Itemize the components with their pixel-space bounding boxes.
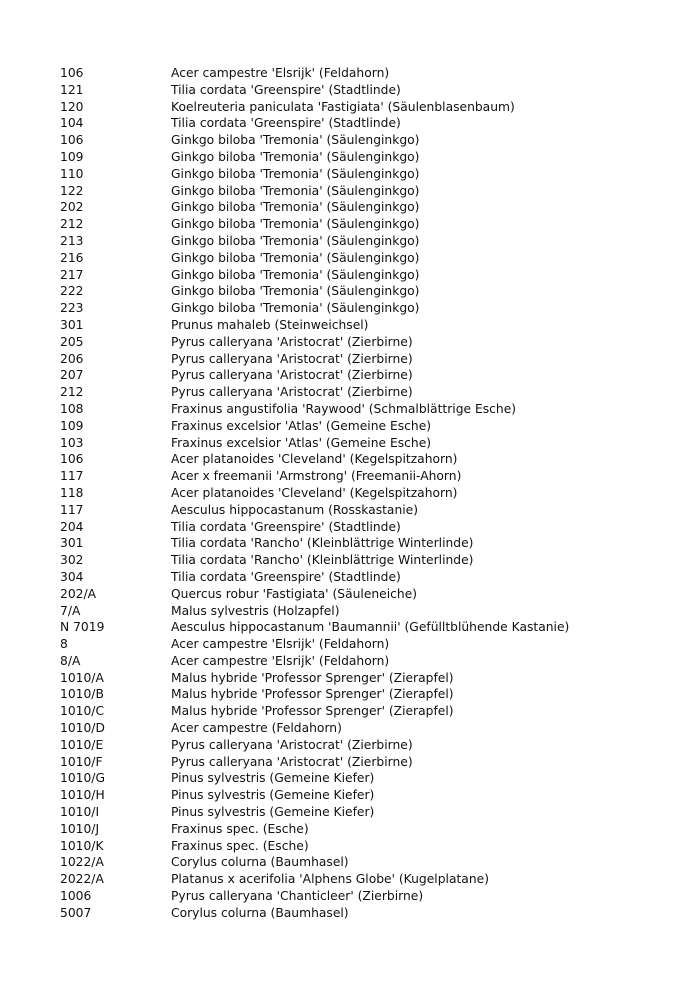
- list-item: [60, 132, 680, 149]
- list-item: [60, 199, 680, 216]
- tree-species: Pyrus calleryana 'Aristocrat' (Zierbirne): [171, 351, 413, 366]
- tree-species: Malus hybride 'Professor Sprenger' (Zierapfel): [171, 704, 454, 719]
- tree-species: Ginkgo biloba 'Tremonia' (Säulenginkgo): [171, 233, 420, 248]
- list-item: [60, 686, 680, 703]
- tree-number: 106: [60, 452, 84, 467]
- tree-number: 118: [60, 485, 84, 500]
- tree-number: 1010/K: [60, 838, 104, 853]
- list-item: [60, 502, 680, 519]
- tree-number: 110: [60, 166, 84, 181]
- tree-list: [60, 65, 680, 922]
- list-item: [60, 233, 680, 250]
- tree-number: 304: [60, 569, 84, 584]
- tree-number: 301: [60, 317, 84, 332]
- list-item: [60, 653, 680, 670]
- list-item: [60, 569, 680, 586]
- list-item: [60, 737, 680, 754]
- tree-number: 223: [60, 301, 84, 316]
- tree-number: 202: [60, 200, 84, 215]
- tree-number: 121: [60, 82, 84, 97]
- tree-number: 1022/A: [60, 855, 104, 870]
- tree-number: 207: [60, 368, 84, 383]
- list-item: [60, 535, 680, 552]
- list-item: [60, 603, 680, 620]
- list-item: [60, 149, 680, 166]
- tree-number: 106: [60, 66, 84, 80]
- tree-number: 217: [60, 267, 84, 282]
- list-item: [60, 99, 680, 116]
- tree-number: 8: [60, 637, 68, 652]
- list-item: [60, 552, 680, 569]
- tree-species: Platanus x acerifolia 'Alphens Globe' (Kugelplatane): [171, 872, 489, 887]
- tree-number: 212: [60, 385, 84, 400]
- tree-number: 117: [60, 502, 84, 517]
- tree-number: 1010/F: [60, 754, 103, 769]
- tree-species: Acer platanoides 'Cleveland' (Kegelspitzahorn): [171, 452, 458, 467]
- tree-number: 120: [60, 99, 84, 114]
- tree-number: 2022/A: [60, 872, 104, 887]
- list-item: [60, 468, 680, 485]
- tree-species: Acer platanoides 'Cleveland' (Kegelspitzahorn): [171, 485, 458, 500]
- list-item: [60, 619, 680, 636]
- tree-species: Ginkgo biloba 'Tremonia' (Säulenginkgo): [171, 217, 420, 232]
- list-item: [60, 770, 680, 787]
- tree-species: Pyrus calleryana 'Aristocrat' (Zierbirne): [171, 368, 413, 383]
- list-item: [60, 351, 680, 368]
- tree-number: 1010/C: [60, 704, 105, 719]
- list-item: [60, 888, 680, 905]
- tree-species: Corylus colurna (Baumhasel): [171, 905, 349, 920]
- tree-species: Aesculus hippocastanum 'Baumannii' (Gefülltblühende Kastanie): [171, 620, 570, 635]
- list-item: [60, 871, 680, 888]
- list-item: [60, 905, 680, 922]
- tree-number: N 7019: [60, 620, 105, 635]
- tree-species: Fraxinus excelsior 'Atlas' (Gemeine Esche): [171, 435, 432, 450]
- tree-species: Tilia cordata 'Rancho' (Kleinblättrige Winterlinde): [171, 553, 474, 568]
- tree-species: Fraxinus spec. (Esche): [171, 838, 309, 853]
- list-item: [60, 418, 680, 435]
- tree-number: 1010/E: [60, 737, 104, 752]
- tree-species: Quercus robur 'Fastigiata' (Säuleneiche): [171, 586, 418, 601]
- tree-number: 1006: [60, 889, 92, 904]
- list-item: [60, 183, 680, 200]
- tree-number: 206: [60, 351, 84, 366]
- tree-species: Prunus mahaleb (Steinweichsel): [171, 317, 369, 332]
- tree-number: 103: [60, 435, 84, 450]
- tree-species: Pyrus calleryana 'Aristocrat' (Zierbirne): [171, 737, 413, 752]
- tree-species: Koelreuteria paniculata 'Fastigiata' (Säulenblasenbaum): [171, 99, 515, 114]
- tree-number: 106: [60, 133, 84, 148]
- list-item: [60, 367, 680, 384]
- tree-species: Acer campestre 'Elsrijk' (Feldahorn): [171, 637, 390, 652]
- tree-number: 204: [60, 519, 84, 534]
- list-item: [60, 787, 680, 804]
- list-item: [60, 317, 680, 334]
- tree-species: Tilia cordata 'Greenspire' (Stadtlinde): [171, 116, 401, 131]
- list-item: [60, 821, 680, 838]
- tree-number: 301: [60, 536, 84, 551]
- tree-species: Fraxinus angustifolia 'Raywood' (Schmalblättrige Esche): [171, 401, 517, 416]
- tree-number: 109: [60, 418, 84, 433]
- tree-species: Pyrus calleryana 'Aristocrat' (Zierbirne): [171, 385, 413, 400]
- list-item: [60, 804, 680, 821]
- tree-species: Pyrus calleryana 'Aristocrat' (Zierbirne): [171, 754, 413, 769]
- tree-number: 205: [60, 334, 84, 349]
- tree-species: Tilia cordata 'Greenspire' (Stadtlinde): [171, 569, 401, 584]
- tree-species: Ginkgo biloba 'Tremonia' (Säulenginkgo): [171, 284, 420, 299]
- tree-number: 8/A: [60, 653, 81, 668]
- list-item: [60, 451, 680, 468]
- tree-species: Pinus sylvestris (Gemeine Kiefer): [171, 771, 375, 786]
- tree-species: Ginkgo biloba 'Tremonia' (Säulenginkgo): [171, 250, 420, 265]
- tree-species: Aesculus hippocastanum (Rosskastanie): [171, 502, 419, 517]
- tree-species: Pinus sylvestris (Gemeine Kiefer): [171, 788, 375, 803]
- tree-number: 302: [60, 553, 84, 568]
- tree-number: 213: [60, 233, 84, 248]
- tree-species: Malus sylvestris (Holzapfel): [171, 603, 340, 618]
- tree-species: Malus hybride 'Professor Sprenger' (Zierapfel): [171, 687, 454, 702]
- list-item: [60, 636, 680, 653]
- tree-species: Ginkgo biloba 'Tremonia' (Säulenginkgo): [171, 133, 420, 148]
- tree-species: Ginkgo biloba 'Tremonia' (Säulenginkgo): [171, 301, 420, 316]
- tree-number: 202/A: [60, 586, 97, 601]
- tree-number: 222: [60, 284, 84, 299]
- list-item: [60, 720, 680, 737]
- list-item: [60, 854, 680, 871]
- tree-number: 5007: [60, 905, 92, 920]
- tree-number: 117: [60, 469, 84, 484]
- tree-species: Acer x freemanii 'Armstrong' (Freemanii-Ahorn): [171, 469, 462, 484]
- tree-species: Fraxinus spec. (Esche): [171, 821, 309, 836]
- list-item: [60, 519, 680, 536]
- tree-species: Tilia cordata 'Rancho' (Kleinblättrige Winterlinde): [171, 536, 474, 551]
- list-item: [60, 586, 680, 603]
- tree-number: 1010/G: [60, 771, 105, 786]
- tree-species: Tilia cordata 'Greenspire' (Stadtlinde): [171, 82, 401, 97]
- tree-species: Pyrus calleryana 'Aristocrat' (Zierbirne): [171, 334, 413, 349]
- tree-species: Acer campestre 'Elsrijk' (Feldahorn): [171, 653, 390, 668]
- list-item: [60, 283, 680, 300]
- list-item: [60, 250, 680, 267]
- list-item: [60, 754, 680, 771]
- list-item: [60, 82, 680, 99]
- tree-species: Corylus colurna (Baumhasel): [171, 855, 349, 870]
- tree-number: 1010/H: [60, 788, 105, 803]
- list-item: [60, 115, 680, 132]
- tree-number: 108: [60, 401, 84, 416]
- tree-number: 212: [60, 217, 84, 232]
- tree-number: 1010/J: [60, 821, 100, 836]
- tree-species: Ginkgo biloba 'Tremonia' (Säulenginkgo): [171, 183, 420, 198]
- tree-number: 1010/A: [60, 670, 104, 685]
- tree-species: Ginkgo biloba 'Tremonia' (Säulenginkgo): [171, 200, 420, 215]
- list-item: [60, 384, 680, 401]
- tree-species: Pyrus calleryana 'Chanticleer' (Zierbirne): [171, 889, 424, 904]
- tree-number: 122: [60, 183, 84, 198]
- tree-species: Ginkgo biloba 'Tremonia' (Säulenginkgo): [171, 267, 420, 282]
- tree-species: Fraxinus excelsior 'Atlas' (Gemeine Esche): [171, 418, 432, 433]
- tree-number: 1010/D: [60, 721, 105, 736]
- tree-number: 1010/B: [60, 687, 104, 702]
- tree-species: Tilia cordata 'Greenspire' (Stadtlinde): [171, 519, 401, 534]
- tree-number: 216: [60, 250, 84, 265]
- list-item: [60, 838, 680, 855]
- list-item: [60, 435, 680, 452]
- tree-species: Acer campestre (Feldahorn): [171, 721, 342, 736]
- list-item: [60, 166, 680, 183]
- tree-number: 7/A: [60, 603, 81, 618]
- tree-species: Malus hybride 'Professor Sprenger' (Zierapfel): [171, 670, 454, 685]
- tree-species: Ginkgo biloba 'Tremonia' (Säulenginkgo): [171, 149, 420, 164]
- list-item: [60, 485, 680, 502]
- list-item: [60, 216, 680, 233]
- tree-species: Pinus sylvestris (Gemeine Kiefer): [171, 805, 375, 820]
- tree-species: Ginkgo biloba 'Tremonia' (Säulenginkgo): [171, 166, 420, 181]
- list-item: [60, 300, 680, 317]
- tree-number: 1010/I: [60, 805, 100, 820]
- tree-species: Acer campestre 'Elsrijk' (Feldahorn): [171, 66, 390, 80]
- list-item: [60, 65, 680, 82]
- list-item: [60, 334, 680, 351]
- list-item: [60, 267, 680, 284]
- list-item: [60, 703, 680, 720]
- tree-number: 104: [60, 116, 84, 131]
- list-item: [60, 670, 680, 687]
- tree-number: 109: [60, 149, 84, 164]
- list-item: [60, 401, 680, 418]
